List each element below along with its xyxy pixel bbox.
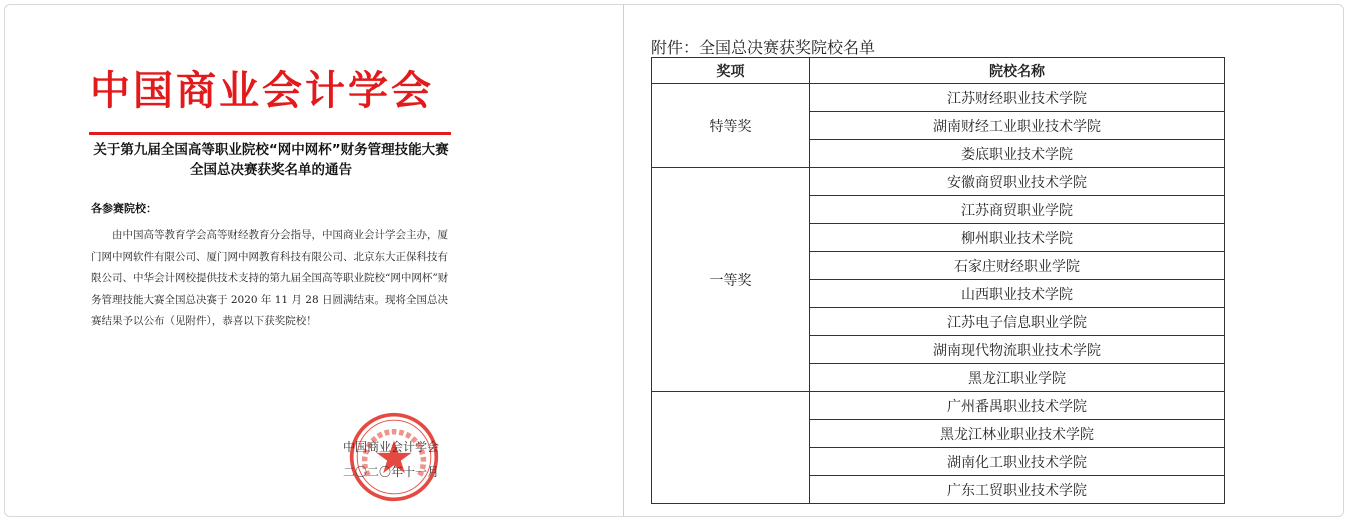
table-row xyxy=(652,84,1225,112)
official-seal-icon xyxy=(348,411,440,503)
school-name-cell: 山西职业技术学院 xyxy=(810,280,1225,308)
header-award: 奖项 xyxy=(652,58,810,84)
school-name-cell: 湖南财经工业职业技术学院 xyxy=(810,112,1225,140)
org-title: 中国商业会计学会 xyxy=(90,68,434,114)
signature-org: 中国商业会计学会 xyxy=(343,440,440,454)
table-row xyxy=(652,168,1225,196)
award-tier-cell: 一等奖 xyxy=(652,168,810,392)
page-divider xyxy=(623,5,624,517)
school-name-cell: 广州番禺职业技术学院 xyxy=(810,392,1225,420)
school-name-cell: 安徽商贸职业技术学院 xyxy=(810,168,1225,196)
table-header-row xyxy=(652,58,1225,84)
award-table xyxy=(651,57,1225,504)
school-name-cell: 江苏电子信息职业学院 xyxy=(810,308,1225,336)
school-name-cell: 湖南化工职业技术学院 xyxy=(810,448,1225,476)
school-name-cell: 江苏财经职业技术学院 xyxy=(810,84,1225,112)
school-name-cell: 湖南现代物流职业技术学院 xyxy=(810,336,1225,364)
school-name-cell: 石家庄财经职业学院 xyxy=(810,252,1225,280)
school-name-cell: 娄底职业技术学院 xyxy=(810,140,1225,168)
header-school: 院校名称 xyxy=(810,58,1225,84)
school-name-cell: 广东工贸职业技术学院 xyxy=(810,476,1225,504)
appendix-title: 附件：全国总决赛获奖院校名单 xyxy=(651,38,876,57)
school-name-cell: 黑龙江林业职业技术学院 xyxy=(810,420,1225,448)
school-name-cell: 黑龙江职业学院 xyxy=(810,364,1225,392)
salutation: 各参赛院校： xyxy=(91,202,157,215)
award-tier-cell: 特等奖 xyxy=(652,84,810,168)
notice-title: 关于第九届全国高等职业院校“网中网杯”财务管理技能大赛全国总决赛获奖名单的通告 xyxy=(93,142,449,178)
document-viewer xyxy=(4,4,1344,517)
signature-date: 二〇二〇年十一月 xyxy=(343,465,440,479)
table-row xyxy=(652,392,1225,420)
notice-body: 由中国高等教育学会高等财经教育分会指导，中国商业会计学会主办，厦门网中网软件有限公司、厦门网中网教育科技有限公司、北京东大正保科技有限公司、中华会计网校提供技术支持的第九届全国高等职业院校“网中网杯”财务管理技能大赛全国总决赛于 2020 年 11 月 28 日圆满结束。现将全国总决赛结果予以公布（见附件），恭喜以下获奖院校！ xyxy=(91,229,449,327)
school-name-cell: 江苏商贸职业学院 xyxy=(810,196,1225,224)
school-name-cell: 柳州职业技术学院 xyxy=(810,224,1225,252)
red-divider xyxy=(89,132,451,135)
award-tier-cell xyxy=(652,392,810,504)
